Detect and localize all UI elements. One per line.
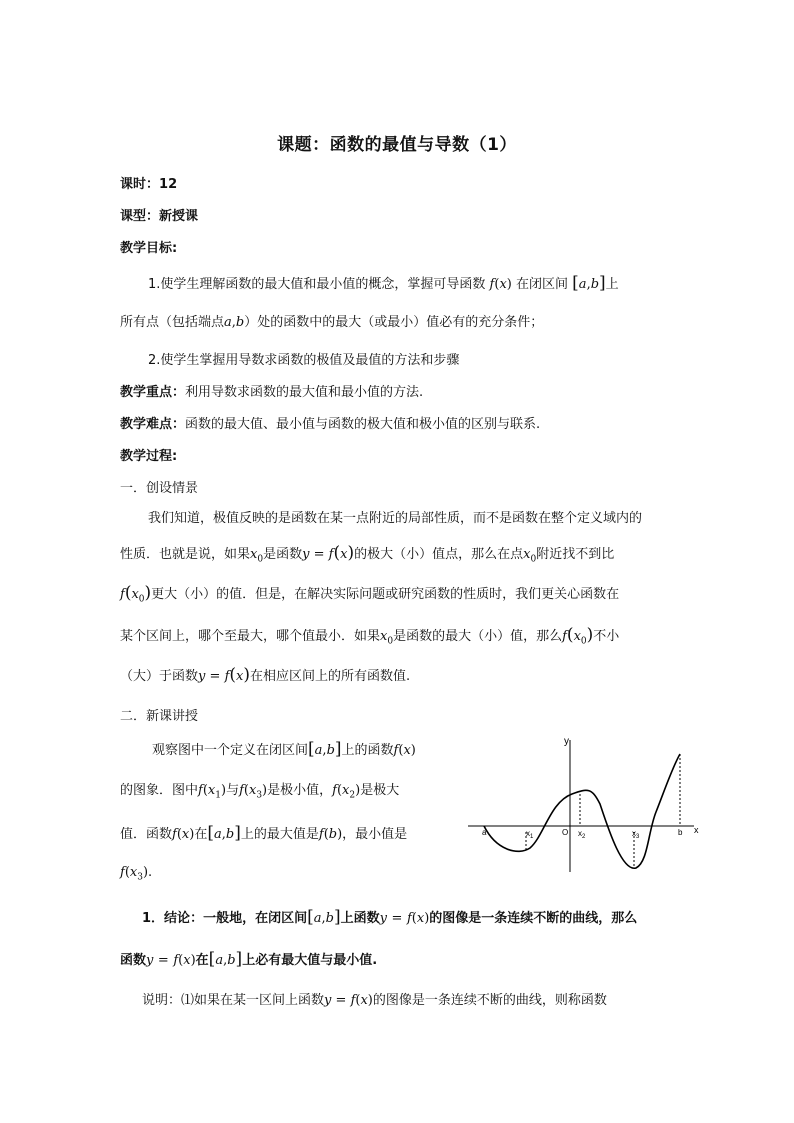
x3-sub: 3 [636,834,640,840]
text: 更大（小）的值．但是，在解决实际问题或研究函数的性质时，我们更关心函数在 [151,587,620,602]
x2-letter: x [578,829,582,838]
text: 是极大 [360,783,400,798]
section-2-heading: 二．新课讲授 [120,709,199,724]
difficulty: 教学难点：函数的最大值、最小值与函数的极大值和极小值的区别与联系. [120,417,541,432]
text: 在相应区间上的所有函数值. [250,669,411,684]
key-point-text: 利用导数求函数的最大值和最小值的方法. [185,385,424,400]
section-1-p4: 某个区间上，哪个至最大，哪个值最小．如果$x_0$是函数的最大（小）值，那么$f(x_0)$不小 [120,625,620,647]
text: （大）于函数 [120,669,199,684]
text: 是函数的最大（小）值，那么 [393,629,563,644]
text: 性质．也就是说，如果 [120,547,251,562]
text: 在 [195,953,209,968]
goal-1-line-2: 所有点（包括端点a,b）处的函数中的最大（或最小）值必有的充分条件； [120,315,544,330]
text: 观察图中一个定义在闭区间 [152,743,309,758]
section-2-line-4: $f(x_3)$. [120,865,153,883]
function-graph [468,732,704,878]
text: 与 [226,783,240,798]
section-1-p2: 性质．也就是说，如果$x_0$是函数y = f(x)的极大（小）值点，那么在点$x_0$附近找不到比 [120,543,615,565]
x3-letter: x [632,829,636,838]
teaching-goals-label: 教学目标 [120,241,173,256]
text: ，最小值是 [342,827,408,842]
lesson-type-label: 课型 [120,209,147,224]
goal-1-text-c: 上 [605,277,619,292]
note-line: 说明：⑴如果在某一区间上函数y = f(x)的图像是一条连续不断的曲线，则称函数 [142,993,607,1008]
lesson-type: 课型：新授课 [120,209,199,224]
text: 1． [142,911,165,926]
lesson-type-value: 新授课 [159,209,199,224]
text: 的图象．图中 [120,783,199,798]
text: 某个区间上，哪个至最大，哪个值最小．如果 [120,629,381,644]
conclusion-line-1: 1．结论：一般地，在闭区间[a,b]上函数y = f(x)的图像是一条连续不断的曲线，那么 [142,907,638,927]
y-axis-label: y [564,736,569,747]
x1-sub: 1 [530,834,534,840]
text: 不小 [593,629,620,644]
difficulty-text: 函数的最大值、最小值与函数的极大值和极小值的区别与联系. [185,417,541,432]
section-1-p3: $f(x_0)$更大（小）的值．但是，在解决实际问题或研究函数的性质时，我们更关心函数在 [120,583,620,605]
difficulty-label: 教学难点 [120,417,173,432]
lesson-hours-value: 12 [159,177,178,192]
text: 上必有最大值与最小值. [242,953,378,968]
section-1-heading: 一．创设情景 [120,481,199,496]
lesson-hours: 课时：12 [120,177,178,192]
text: 是极小值， [267,783,333,798]
text: 说明：⑴如果在某一区间上函数 [142,993,325,1008]
section-1-p1: 我们知道，极值反映的是函数在某一点附近的局部性质，而不是函数在整个定义域内的 [148,511,643,526]
x1-letter: x [526,829,530,838]
goal-2: 2.使学生掌握用导数求函数的极值及最值的方法和步骤 [148,353,460,368]
process-heading: 教学过程: [120,449,178,464]
teaching-goals-heading: 教学目标: [120,241,178,256]
text: 是函数 [263,547,303,562]
x2-sub: 2 [582,834,586,840]
section-2-line-2: 的图象．图中$f(x_1)$与$f(x_3)$是极小值，$f(x_2)$是极大 [120,783,400,801]
process-label: 教学过程 [120,449,173,464]
key-point: 教学重点：利用导数求函数的最大值和最小值的方法. [120,385,424,400]
x2-label [578,829,586,840]
lesson-hours-label: 课时 [120,177,147,192]
goal-1-line-2-b: ）处的函数中的最大（或最小）值必有的充分条件； [244,315,544,330]
text: 函数 [120,953,147,968]
x3-label [632,829,640,840]
text: 的极大（小）值点，那么在点 [354,547,524,562]
text: 上的函数 [341,743,394,758]
section-1-p5: （大）于函数y = f(x)在相应区间上的所有函数值. [120,665,411,685]
text: 在 [194,827,208,842]
text: 上的最大值是 [240,827,319,842]
key-point-label: 教学重点 [120,385,173,400]
section-2-line-3: 值．函数f(x)在[a,b]上的最大值是f(b)，最小值是 [120,823,408,843]
section-2-obs: 观察图中一个定义在闭区间[a,b]上的函数f(x) [152,739,416,759]
text: 上函数 [340,911,380,926]
text: 值．函数 [120,827,173,842]
function-curve [484,754,680,868]
text: 的图像是一条连续不断的曲线，那么 [429,911,638,926]
text: 的图像是一条连续不断的曲线，则称函数 [372,993,607,1008]
origin-label: O [562,828,569,837]
x-axis-label: x [694,825,699,835]
text: 一般地，在闭区间 [203,911,308,926]
x1-label [526,829,534,840]
text: . [148,865,153,880]
a-label: a [482,828,487,837]
text: 附近找不到比 [536,547,615,562]
conclusion-line-2: 函数y = f(x)在[a,b]上必有最大值与最小值. [120,949,378,969]
conclusion-label: 结论 [164,911,191,926]
goal-1: 1.使学生理解函数的最大值和最小值的概念，掌握可导函数 f(x) 在闭区间 [a,b]上 [148,273,619,293]
page-title: 课题：函数的最值与导数（1） [277,135,517,155]
goal-1-text-a: 1.使学生理解函数的最大值和最小值的概念，掌握可导函数 [148,277,486,292]
math-fx: f [489,277,495,292]
goal-1-text-b: 在闭区间 [516,277,569,292]
goal-1-line-2-a: 所有点（包括端点 [120,315,225,330]
b-label: b [678,828,683,837]
